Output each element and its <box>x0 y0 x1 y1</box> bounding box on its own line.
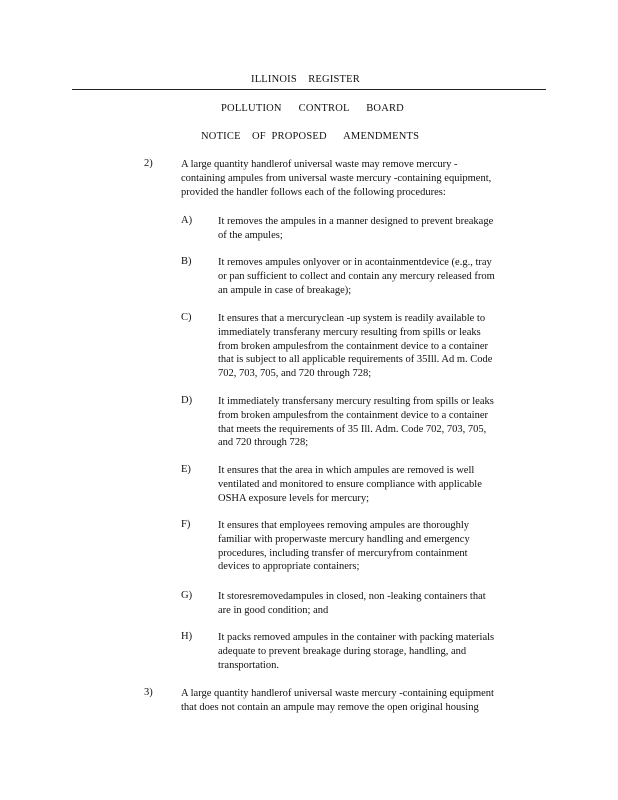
subitem-a-letter: A) <box>181 215 193 226</box>
subitem-e-letter: E) <box>181 464 191 475</box>
board-title: POLLUTION CONTROL BOARD <box>221 103 404 114</box>
text-line: provided the handler follows each of the following procedures: <box>181 186 446 198</box>
text-line: transportation. <box>218 659 279 671</box>
text-line: It packs removed ampules in the container with packing materials <box>218 632 495 643</box>
text-line: OSHA exposure levels for mercury; <box>218 492 370 504</box>
text-line: procedures, including transfer of mercuryfrom containment <box>218 547 468 559</box>
subitem-g-text <box>218 590 528 618</box>
text-line: ventilated and monitored to ensure compliance with applicable <box>218 478 482 490</box>
text-line: 702, 703, 705, and 720 through 728; <box>218 368 372 380</box>
subitem-b-letter: B) <box>181 256 192 267</box>
text-line: It ensures that a mercuryclean -up system is readily available to <box>218 313 486 324</box>
text-line: It ensures that the area in which ampules are removed is well <box>218 465 475 476</box>
text-line: It storesremovedampules in closed, non -leaking containers that <box>218 591 486 602</box>
text-line: from broken ampulesfrom the containment device to a container <box>218 409 488 421</box>
text-line: from broken ampulesfrom the containment device to a container <box>218 340 488 352</box>
notice-title: NOTICE OF PROPOSED AMENDMENTS <box>201 131 420 142</box>
text-line: A large quantity handlerof universal waste may remove mercury - <box>181 159 458 170</box>
subitem-e-text <box>218 464 528 505</box>
subitem-a-text <box>218 215 528 243</box>
subitem-f-letter: F) <box>181 519 191 530</box>
text-line: an ampule in case of breakage); <box>218 284 352 296</box>
text-line: familiar with properwaste mercury handling and emergency <box>218 533 470 545</box>
text-line: adequate to prevent breakage during storage, handling, and <box>218 645 467 657</box>
item-2-text <box>181 158 529 199</box>
text-line: It immediately transfersany mercury resulting from spills or leaks <box>218 396 494 407</box>
subitem-g-letter: G) <box>181 590 193 601</box>
register-title: ILLINOIS REGISTER <box>251 74 360 85</box>
subitem-c-text <box>218 312 528 381</box>
item-3-number: 3) <box>144 687 153 698</box>
text-line: A large quantity handlerof universal waste mercury -containing equipment <box>181 688 494 699</box>
text-line: immediately transferany mercury resulting from spills or leaks <box>218 326 481 338</box>
text-line: or pan sufficient to collect and contain any mercury released from <box>218 270 495 282</box>
subitem-d-letter: D) <box>181 395 193 406</box>
text-line: containing ampules from universal waste mercury -containing equipment, <box>181 172 492 184</box>
item-3-text <box>181 687 529 715</box>
subitem-f-text <box>218 519 528 574</box>
text-line: It removes ampules onlyover or in acontainmentdevice (e.g., tray <box>218 257 492 268</box>
header-rule <box>72 89 546 90</box>
item-2-number: 2) <box>144 158 153 169</box>
subitem-c-letter: C) <box>181 312 192 323</box>
text-line: of the ampules; <box>218 229 283 241</box>
text-line: are in good condition; and <box>218 604 329 616</box>
text-line: It ensures that employees removing ampules are thoroughly <box>218 520 470 531</box>
text-line: that does not contain an ampule may remove the open original housing <box>181 701 479 713</box>
text-line: It removes the ampules in a manner designed to prevent breakage <box>218 216 494 227</box>
subitem-h-letter: H) <box>181 631 193 642</box>
subitem-b-text <box>218 256 528 297</box>
text-line: devices to appropriate containers; <box>218 561 360 573</box>
text-line: that is subject to all applicable requirements of 35Ill. Ad m. Code <box>218 354 493 366</box>
subitem-d-text <box>218 395 528 450</box>
text-line: that meets the requirements of 35 Ill. Adm. Code 702, 703, 705, <box>218 423 487 435</box>
text-line: and 720 through 728; <box>218 437 309 449</box>
subitem-h-text <box>218 631 528 672</box>
